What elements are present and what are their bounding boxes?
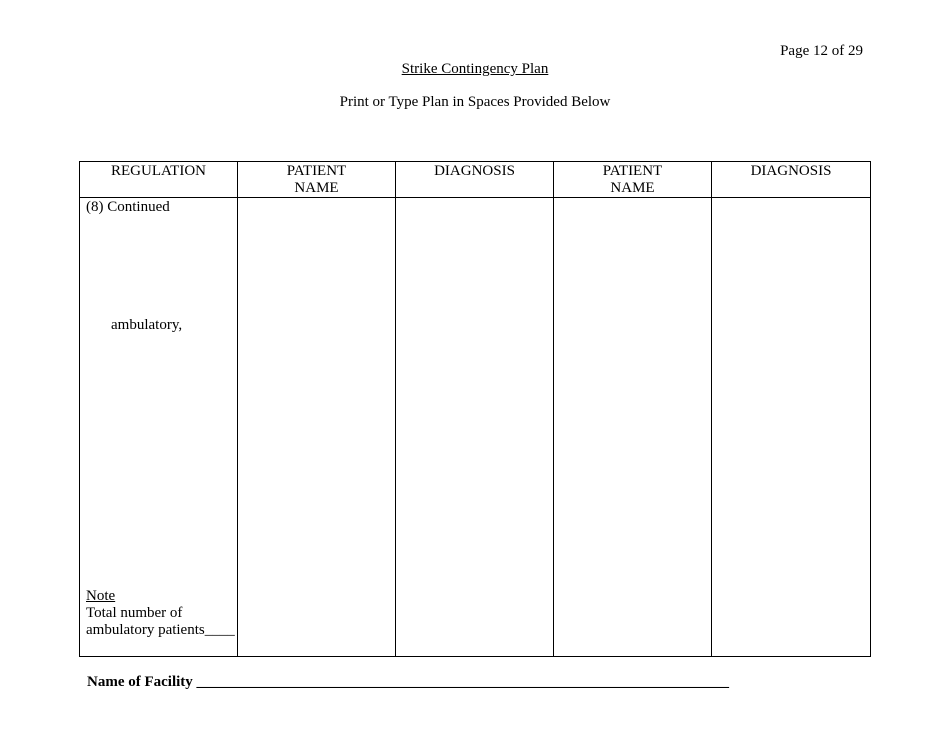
regulation-continued: (8) Continued: [86, 199, 170, 215]
diagnosis-cell-2[interactable]: [712, 198, 871, 657]
note-line-1: Total number of: [86, 605, 183, 621]
document-title: Strike Contingency Plan: [401, 61, 549, 77]
patient-name-cell-2[interactable]: [554, 198, 712, 657]
regulation-ambulatory: ambulatory,: [111, 317, 183, 333]
note-line-2[interactable]: ambulatory patients____: [86, 622, 235, 638]
column-header-diagnosis-2: DIAGNOSIS: [712, 162, 871, 198]
document-subtitle: Print or Type Plan in Spaces Provided Below: [339, 94, 611, 110]
diagnosis-cell[interactable]: [396, 198, 554, 657]
table-row: [80, 198, 871, 657]
table-header-row: [80, 162, 871, 198]
column-header-patient-name: [238, 162, 396, 198]
facility-name-field[interactable]: Name of Facility _______________________________________________________________________: [87, 674, 730, 690]
regulation-cell: [80, 198, 238, 657]
regulation-note: [86, 588, 235, 639]
column-header-diagnosis: DIAGNOSIS: [396, 162, 554, 198]
page-number: Page 12 of 29: [780, 43, 863, 59]
column-header-patient-name-2: [554, 162, 712, 198]
column-header-patient-name-2-text: PATIENT NAME: [602, 163, 663, 196]
column-header-patient-name-text: PATIENT NAME: [286, 163, 347, 196]
note-label: Note: [86, 588, 116, 604]
plan-table: [79, 161, 871, 657]
patient-name-cell[interactable]: [238, 198, 396, 657]
column-header-regulation: REGULATION: [80, 162, 238, 198]
